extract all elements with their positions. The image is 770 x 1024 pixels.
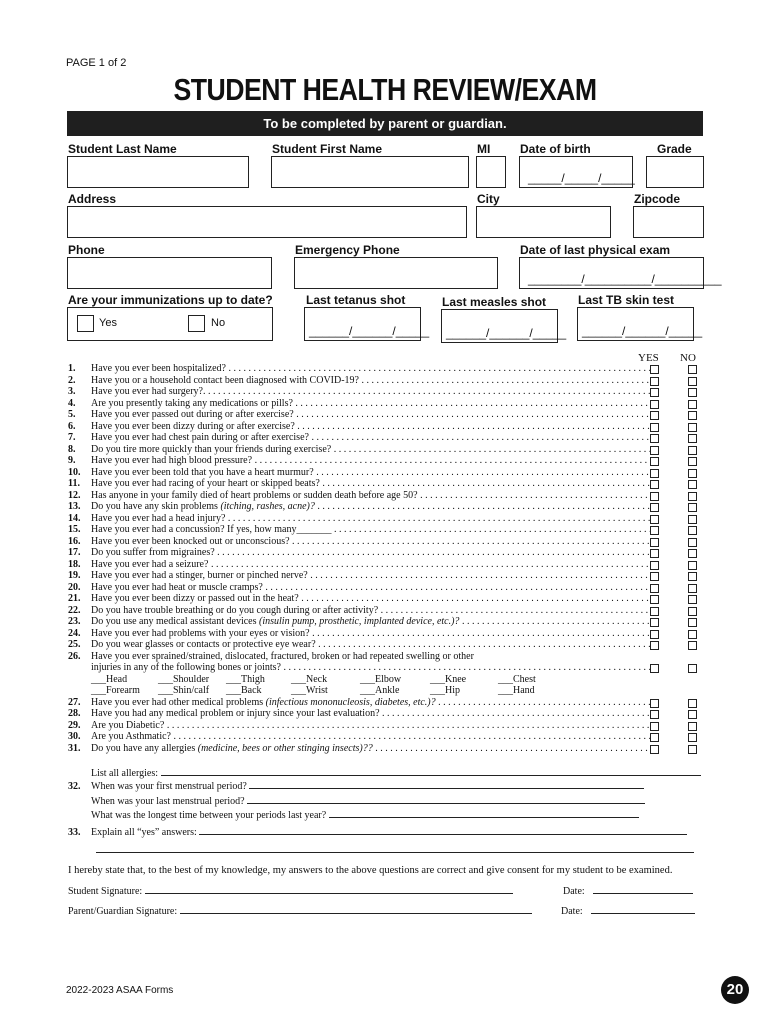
question-item <box>68 386 708 398</box>
question-number: 29. <box>68 719 81 731</box>
question-text-main: Do you have any skin problems <box>91 501 218 512</box>
yes-checkbox[interactable] <box>650 377 659 386</box>
question-text <box>91 731 652 743</box>
question-item <box>68 720 708 732</box>
tetanus-label: Last tetanus shot <box>306 293 406 307</box>
no-checkbox[interactable] <box>688 699 697 708</box>
q33-row <box>68 825 687 838</box>
question-item <box>68 490 708 502</box>
parent-signature-label: Parent/Guardian Signature: <box>68 906 178 917</box>
question-text <box>91 409 652 421</box>
last-period-label: When was your last menstrual period? <box>91 796 245 807</box>
phone-label: Phone <box>68 243 105 257</box>
immunizations-options <box>67 307 273 341</box>
question-item <box>68 375 708 387</box>
yes-checkbox[interactable] <box>650 515 659 524</box>
question-item <box>68 421 708 433</box>
questionnaire <box>68 363 708 754</box>
first-period-label: When was your first menstrual period? <box>91 781 247 792</box>
question-text <box>91 421 652 433</box>
longest-time-label: What was the longest time between your periods last year? <box>91 810 327 821</box>
question-text <box>91 386 652 398</box>
question-item <box>68 536 708 548</box>
last-period-input[interactable] <box>247 794 645 804</box>
city-label: City <box>477 192 500 206</box>
yes-checkbox[interactable] <box>650 549 659 558</box>
last-name-label: Student Last Name <box>68 142 177 156</box>
body-part-option[interactable]: ___Chest <box>498 673 536 685</box>
question-text-main: Are you Asthmatic? <box>91 731 171 742</box>
yes-checkbox[interactable] <box>650 607 659 616</box>
question-text <box>91 708 652 720</box>
question-number: 7. <box>68 432 76 443</box>
emergency-phone-field[interactable] <box>294 257 498 289</box>
question-number: 3. <box>68 386 76 397</box>
yes-checkbox[interactable] <box>650 630 659 639</box>
mi-label: MI <box>477 142 491 156</box>
question-item <box>68 570 708 582</box>
yes-checkbox[interactable] <box>650 480 659 489</box>
question-text: Have you ever sprained/strained, dislocated, fractured, broken or had repeated swelling or other <box>91 650 474 662</box>
question-text <box>91 513 652 525</box>
explain-yes-input-line2[interactable] <box>96 851 694 853</box>
body-part-option[interactable]: ___Head <box>91 673 128 685</box>
question-text <box>91 570 652 582</box>
question-text <box>91 639 652 651</box>
no-checkbox[interactable] <box>688 388 697 397</box>
immunizations-yes-checkbox[interactable] <box>77 315 94 332</box>
grade-field[interactable] <box>646 156 704 188</box>
no-checkbox[interactable] <box>688 411 697 420</box>
yes-checkbox[interactable] <box>650 365 659 374</box>
q32-row-b <box>91 794 645 807</box>
yes-checkbox[interactable] <box>650 745 659 754</box>
question-number: 16. <box>68 535 81 547</box>
no-checkbox[interactable] <box>688 572 697 581</box>
question-item <box>68 651 708 663</box>
dob-label: Date of birth <box>520 142 591 156</box>
question-text-main: Have you ever had a stinger, burner or pinched nerve? <box>91 570 308 581</box>
question-number: 6. <box>68 420 76 432</box>
question-text-main: Do you tire more quickly than your friends during exercise? <box>91 443 332 455</box>
yes-checkbox[interactable] <box>650 699 659 708</box>
no-column-header: NO <box>680 352 696 364</box>
first-name-label: Student First Name <box>272 142 383 156</box>
page-title: STUDENT HEALTH REVIEW/EXAM <box>173 72 597 107</box>
yes-checkbox[interactable] <box>650 595 659 604</box>
question-text-main: Are you Diabetic? <box>91 719 165 731</box>
body-part-option[interactable]: ___Forearm <box>91 685 140 696</box>
question-text-main: Do you have any allergies <box>91 742 196 754</box>
body-parts-row <box>68 674 708 686</box>
address-field[interactable] <box>67 206 467 238</box>
question-text-main: Have you ever had racing of your heart or skipped beats? <box>91 478 320 489</box>
question-text <box>91 490 652 502</box>
last-physical-field[interactable] <box>519 257 722 289</box>
question-number: 18. <box>68 558 81 570</box>
question-number: 13. <box>68 501 81 512</box>
tb-field[interactable] <box>577 307 703 341</box>
no-checkbox[interactable] <box>688 480 697 489</box>
parent-date-row <box>561 904 695 917</box>
question-text-examples: (insulin pump, prosthetic, implanted device, etc.)? <box>259 616 460 627</box>
yes-checkbox[interactable] <box>650 733 659 742</box>
body-part-option[interactable]: ___Hip <box>430 685 460 696</box>
question-item <box>68 455 708 467</box>
question-number: 20. <box>68 581 81 593</box>
yes-checkbox[interactable] <box>650 584 659 593</box>
yes-checkbox[interactable] <box>650 446 659 455</box>
footer-text: 2022-2023 ASAA Forms <box>66 985 174 996</box>
allergies-input[interactable] <box>161 766 701 776</box>
question-text <box>91 375 652 387</box>
question-item <box>68 708 708 720</box>
tb-format: ______/______/_____ <box>582 324 703 338</box>
question-number: 15. <box>68 524 81 535</box>
question-item <box>68 398 708 410</box>
question-text <box>91 547 652 559</box>
yes-checkbox[interactable] <box>650 664 659 673</box>
yes-checkbox[interactable] <box>650 434 659 443</box>
yes-checkbox[interactable] <box>650 722 659 731</box>
question-number: 1. <box>68 363 76 374</box>
body-part-option[interactable]: ___Knee <box>430 673 467 685</box>
no-checkbox[interactable] <box>688 526 697 535</box>
question-item <box>68 432 708 444</box>
question-number: 26. <box>68 650 81 662</box>
yes-checkbox[interactable] <box>650 423 659 432</box>
question-item <box>68 478 708 490</box>
allergies-label: List all allergies: <box>91 768 159 779</box>
explain-yes-label: Explain all “yes” answers: <box>91 827 197 838</box>
question-number: 8. <box>68 443 76 455</box>
consent-statement: I hereby state that, to the best of my knowledge, my answers to the above questions are correct and give consent for my student to be examined. <box>68 865 673 876</box>
question-text <box>91 444 652 456</box>
mi-field[interactable] <box>476 156 506 188</box>
measles-field[interactable] <box>441 309 567 343</box>
question-item <box>68 524 708 536</box>
yes-checkbox[interactable] <box>650 641 659 650</box>
question-item <box>68 616 708 628</box>
parent-date-input[interactable] <box>591 904 695 914</box>
no-checkbox[interactable] <box>688 365 697 374</box>
question-item <box>68 582 708 594</box>
no-checkbox[interactable] <box>688 733 697 742</box>
question-text <box>91 432 652 444</box>
body-part-option[interactable]: ___Back <box>226 685 262 696</box>
question-item <box>68 697 708 709</box>
yes-checkbox[interactable] <box>650 469 659 478</box>
question-text <box>91 524 652 536</box>
question-number: 22. <box>68 604 81 616</box>
question-number: 27. <box>68 696 81 708</box>
question-text <box>91 501 652 513</box>
no-checkbox[interactable] <box>688 457 697 466</box>
parent-signature-row <box>68 904 532 917</box>
question-text-main: Have you ever passed out during or after exercise? <box>91 409 294 420</box>
question-text <box>91 455 652 467</box>
zipcode-label: Zipcode <box>634 192 681 206</box>
question-text-main: Have you ever had heat or muscle cramps? <box>91 581 263 593</box>
allergies-row <box>91 766 701 779</box>
body-part-option[interactable]: ___Shin/calf <box>158 685 210 696</box>
no-checkbox[interactable] <box>688 630 697 639</box>
question-text-main: Do you suffer from migraines? <box>91 547 215 558</box>
tetanus-format: ______/______/_____ <box>309 324 430 338</box>
yes-checkbox[interactable] <box>650 561 659 570</box>
address-label: Address <box>68 192 117 206</box>
yes-checkbox[interactable] <box>650 572 659 581</box>
yes-checkbox[interactable] <box>650 388 659 397</box>
question-text <box>91 363 652 375</box>
question-item <box>68 559 708 571</box>
question-number: 21. <box>68 593 81 604</box>
first-period-input[interactable] <box>249 779 644 789</box>
tb-label: Last TB skin test <box>578 293 675 307</box>
question-item <box>68 444 708 456</box>
question-text-main: Have you ever been dizzy during or after exercise? <box>91 420 295 432</box>
student-signature-input[interactable] <box>145 884 513 894</box>
question-item <box>68 662 708 674</box>
immunizations-yes-label: Yes <box>99 317 117 329</box>
no-checkbox[interactable] <box>688 745 697 754</box>
question-text-main: Have you had any medical problem or injury since your last evaluation? <box>91 708 380 719</box>
yes-checkbox[interactable] <box>650 457 659 466</box>
city-field[interactable] <box>476 206 611 238</box>
no-checkbox[interactable] <box>688 515 697 524</box>
no-checkbox[interactable] <box>688 492 697 501</box>
question-text-main: Have you ever had a seizure? <box>91 558 209 570</box>
question-item <box>68 639 708 651</box>
question-item <box>68 467 708 479</box>
no-checkbox[interactable] <box>688 710 697 719</box>
yes-checkbox[interactable] <box>650 710 659 719</box>
question-number: 33. <box>68 827 81 838</box>
question-text-examples: (infectious mononucleosis, diabetes, etc.)? <box>265 696 436 708</box>
question-item <box>68 743 708 755</box>
question-text <box>91 582 652 594</box>
last-physical-label: Date of last physical exam <box>520 243 671 257</box>
yes-checkbox[interactable] <box>650 411 659 420</box>
question-text: injuries in any of the following bones or joints? . . . <box>91 662 652 674</box>
question-text-main: Have you ever been knocked out or unconscious? <box>91 535 290 547</box>
zipcode-field[interactable] <box>633 206 704 238</box>
question-text-main: Have you or a household contact been diagnosed with COVID-19? <box>91 374 359 386</box>
last-name-field[interactable] <box>67 156 249 188</box>
question-text <box>91 559 652 571</box>
page-number-badge: 20 <box>721 976 749 1004</box>
question-number: 19. <box>68 570 81 581</box>
question-number: 4. <box>68 397 76 409</box>
yes-checkbox[interactable] <box>650 538 659 547</box>
no-checkbox[interactable] <box>688 618 697 627</box>
question-item <box>68 605 708 617</box>
no-checkbox[interactable] <box>688 549 697 558</box>
no-checkbox[interactable] <box>688 423 697 432</box>
instruction-banner: To be completed by parent or guardian. <box>67 111 703 136</box>
question-number: 23. <box>68 616 81 627</box>
no-checkbox[interactable] <box>688 595 697 604</box>
question-text <box>91 398 652 410</box>
question-text-main: Has anyone in your family died of heart problems or sudden death before age 50? <box>91 489 418 501</box>
grade-label: Grade <box>657 142 692 156</box>
body-part-option[interactable]: ___Shoulder <box>158 673 210 685</box>
question-item <box>68 547 708 559</box>
question-text <box>91 697 652 709</box>
dob-field[interactable] <box>519 156 633 188</box>
no-checkbox[interactable] <box>688 584 697 593</box>
question-text-main: Have you ever had a concussion? If yes, how many_______ <box>91 524 332 535</box>
question-number: 5. <box>68 409 76 420</box>
student-date-label: Date: <box>563 886 585 897</box>
question-number: 30. <box>68 731 81 742</box>
no-checkbox[interactable] <box>688 641 697 650</box>
question-item <box>68 593 708 605</box>
body-part-option[interactable]: ___Hand <box>498 685 535 696</box>
question-text <box>91 720 652 732</box>
phone-field[interactable] <box>67 257 272 289</box>
question-number: 32. <box>68 781 81 792</box>
student-signature-row <box>68 884 513 897</box>
dob-format: _____/_____/_____ <box>528 171 635 185</box>
question-text-examples: (itching, rashes, acne)? <box>220 501 315 512</box>
immunizations-label: Are your immunizations up to date? <box>68 293 273 307</box>
question-number: 17. <box>68 547 81 558</box>
no-checkbox[interactable] <box>688 434 697 443</box>
question-text-main: Have you ever had problems with your eyes or vision? <box>91 627 310 639</box>
question-number: 14. <box>68 512 81 524</box>
question-text <box>91 616 652 628</box>
immunizations-no-checkbox[interactable] <box>188 315 205 332</box>
body-part-option[interactable]: ___Thigh <box>226 673 265 685</box>
body-part-option[interactable]: ___Elbow <box>360 673 402 685</box>
yes-checkbox[interactable] <box>650 526 659 535</box>
no-checkbox[interactable] <box>688 503 697 512</box>
no-checkbox[interactable] <box>688 561 697 570</box>
question-text-main: Have you ever been hospitalized? <box>91 363 226 374</box>
question-text-main: Have you ever been dizzy or passed out in the heat? <box>91 593 299 604</box>
question-item <box>68 513 708 525</box>
question-text-main: Have you ever had high blood pressure? <box>91 455 253 466</box>
yes-checkbox[interactable] <box>650 503 659 512</box>
yes-column-header: YES <box>638 352 659 364</box>
question-item <box>68 731 708 743</box>
student-signature-label: Student Signature: <box>68 886 143 897</box>
question-item <box>68 628 708 640</box>
question-text <box>91 467 652 479</box>
measles-label: Last measles shot <box>442 295 547 309</box>
question-text-main: Have you ever been told that you have a heart murmur? <box>91 466 314 478</box>
explain-yes-input[interactable] <box>199 825 687 835</box>
question-text <box>91 605 652 617</box>
page-indicator: PAGE 1 of 2 <box>66 57 127 69</box>
question-number: 25. <box>68 639 81 650</box>
last-physical-format: ________/__________/__________ <box>528 272 722 286</box>
question-text-main: Do you wear glasses or contacts or protective eye wear? <box>91 639 316 650</box>
question-text-main: Are you presently taking any medications or pills? <box>91 397 293 409</box>
no-checkbox[interactable] <box>688 607 697 616</box>
question-text <box>91 628 652 640</box>
no-checkbox[interactable] <box>688 446 697 455</box>
question-text-main: Do you use any medical assistant devices <box>91 616 257 627</box>
immunizations-no-label: No <box>211 317 226 329</box>
no-checkbox[interactable] <box>688 538 697 547</box>
question-text-main: Have you ever had other medical problems <box>91 696 264 708</box>
question-number: 9. <box>68 455 76 466</box>
question-text <box>91 536 652 548</box>
question-number: 2. <box>68 374 76 386</box>
question-number: 11. <box>68 478 80 489</box>
q32-row-c <box>91 808 639 821</box>
body-part-option[interactable]: ___Ankle <box>360 685 400 696</box>
parent-date-label: Date: <box>561 906 583 917</box>
question-number: 10. <box>68 466 81 478</box>
question-item <box>68 363 708 375</box>
yes-checkbox[interactable] <box>650 400 659 409</box>
question-text-examples: (medicine, bees or other stinging insects)?? <box>197 742 373 754</box>
longest-time-input[interactable] <box>329 808 639 818</box>
tetanus-field[interactable] <box>304 307 430 341</box>
question-number: 12. <box>68 489 81 501</box>
question-number: 31. <box>68 742 81 754</box>
yes-checkbox[interactable] <box>650 492 659 501</box>
no-checkbox[interactable] <box>688 400 697 409</box>
emergency-phone-label: Emergency Phone <box>295 243 400 257</box>
no-checkbox[interactable] <box>688 664 697 673</box>
no-checkbox[interactable] <box>688 722 697 731</box>
question-text-main: Have you ever had surgery?. <box>91 386 206 397</box>
question-item <box>68 409 708 421</box>
q32-row-a <box>68 779 644 792</box>
body-part-option[interactable]: ___Neck <box>291 673 328 685</box>
question-text-main: Have you ever had a head injury? <box>91 512 226 524</box>
body-part-option[interactable]: ___Wrist <box>291 685 328 696</box>
yes-checkbox[interactable] <box>650 618 659 627</box>
student-date-row <box>563 884 693 897</box>
question-number: 28. <box>68 708 81 719</box>
question-text <box>91 478 652 490</box>
no-checkbox[interactable] <box>688 377 697 386</box>
measles-format: ______/______/_____ <box>446 326 567 340</box>
question-number: 24. <box>68 627 81 639</box>
body-parts-row <box>68 685 708 697</box>
question-text-main: Have you ever had chest pain during or after exercise? <box>91 432 309 443</box>
no-checkbox[interactable] <box>688 469 697 478</box>
first-name-field[interactable] <box>271 156 469 188</box>
question-text <box>91 593 652 605</box>
student-date-input[interactable] <box>593 884 693 894</box>
question-text-main: Do you have trouble breathing or do you cough during or after activity? <box>91 604 379 616</box>
question-item <box>68 501 708 513</box>
parent-signature-input[interactable] <box>180 904 532 914</box>
question-text <box>91 743 652 755</box>
